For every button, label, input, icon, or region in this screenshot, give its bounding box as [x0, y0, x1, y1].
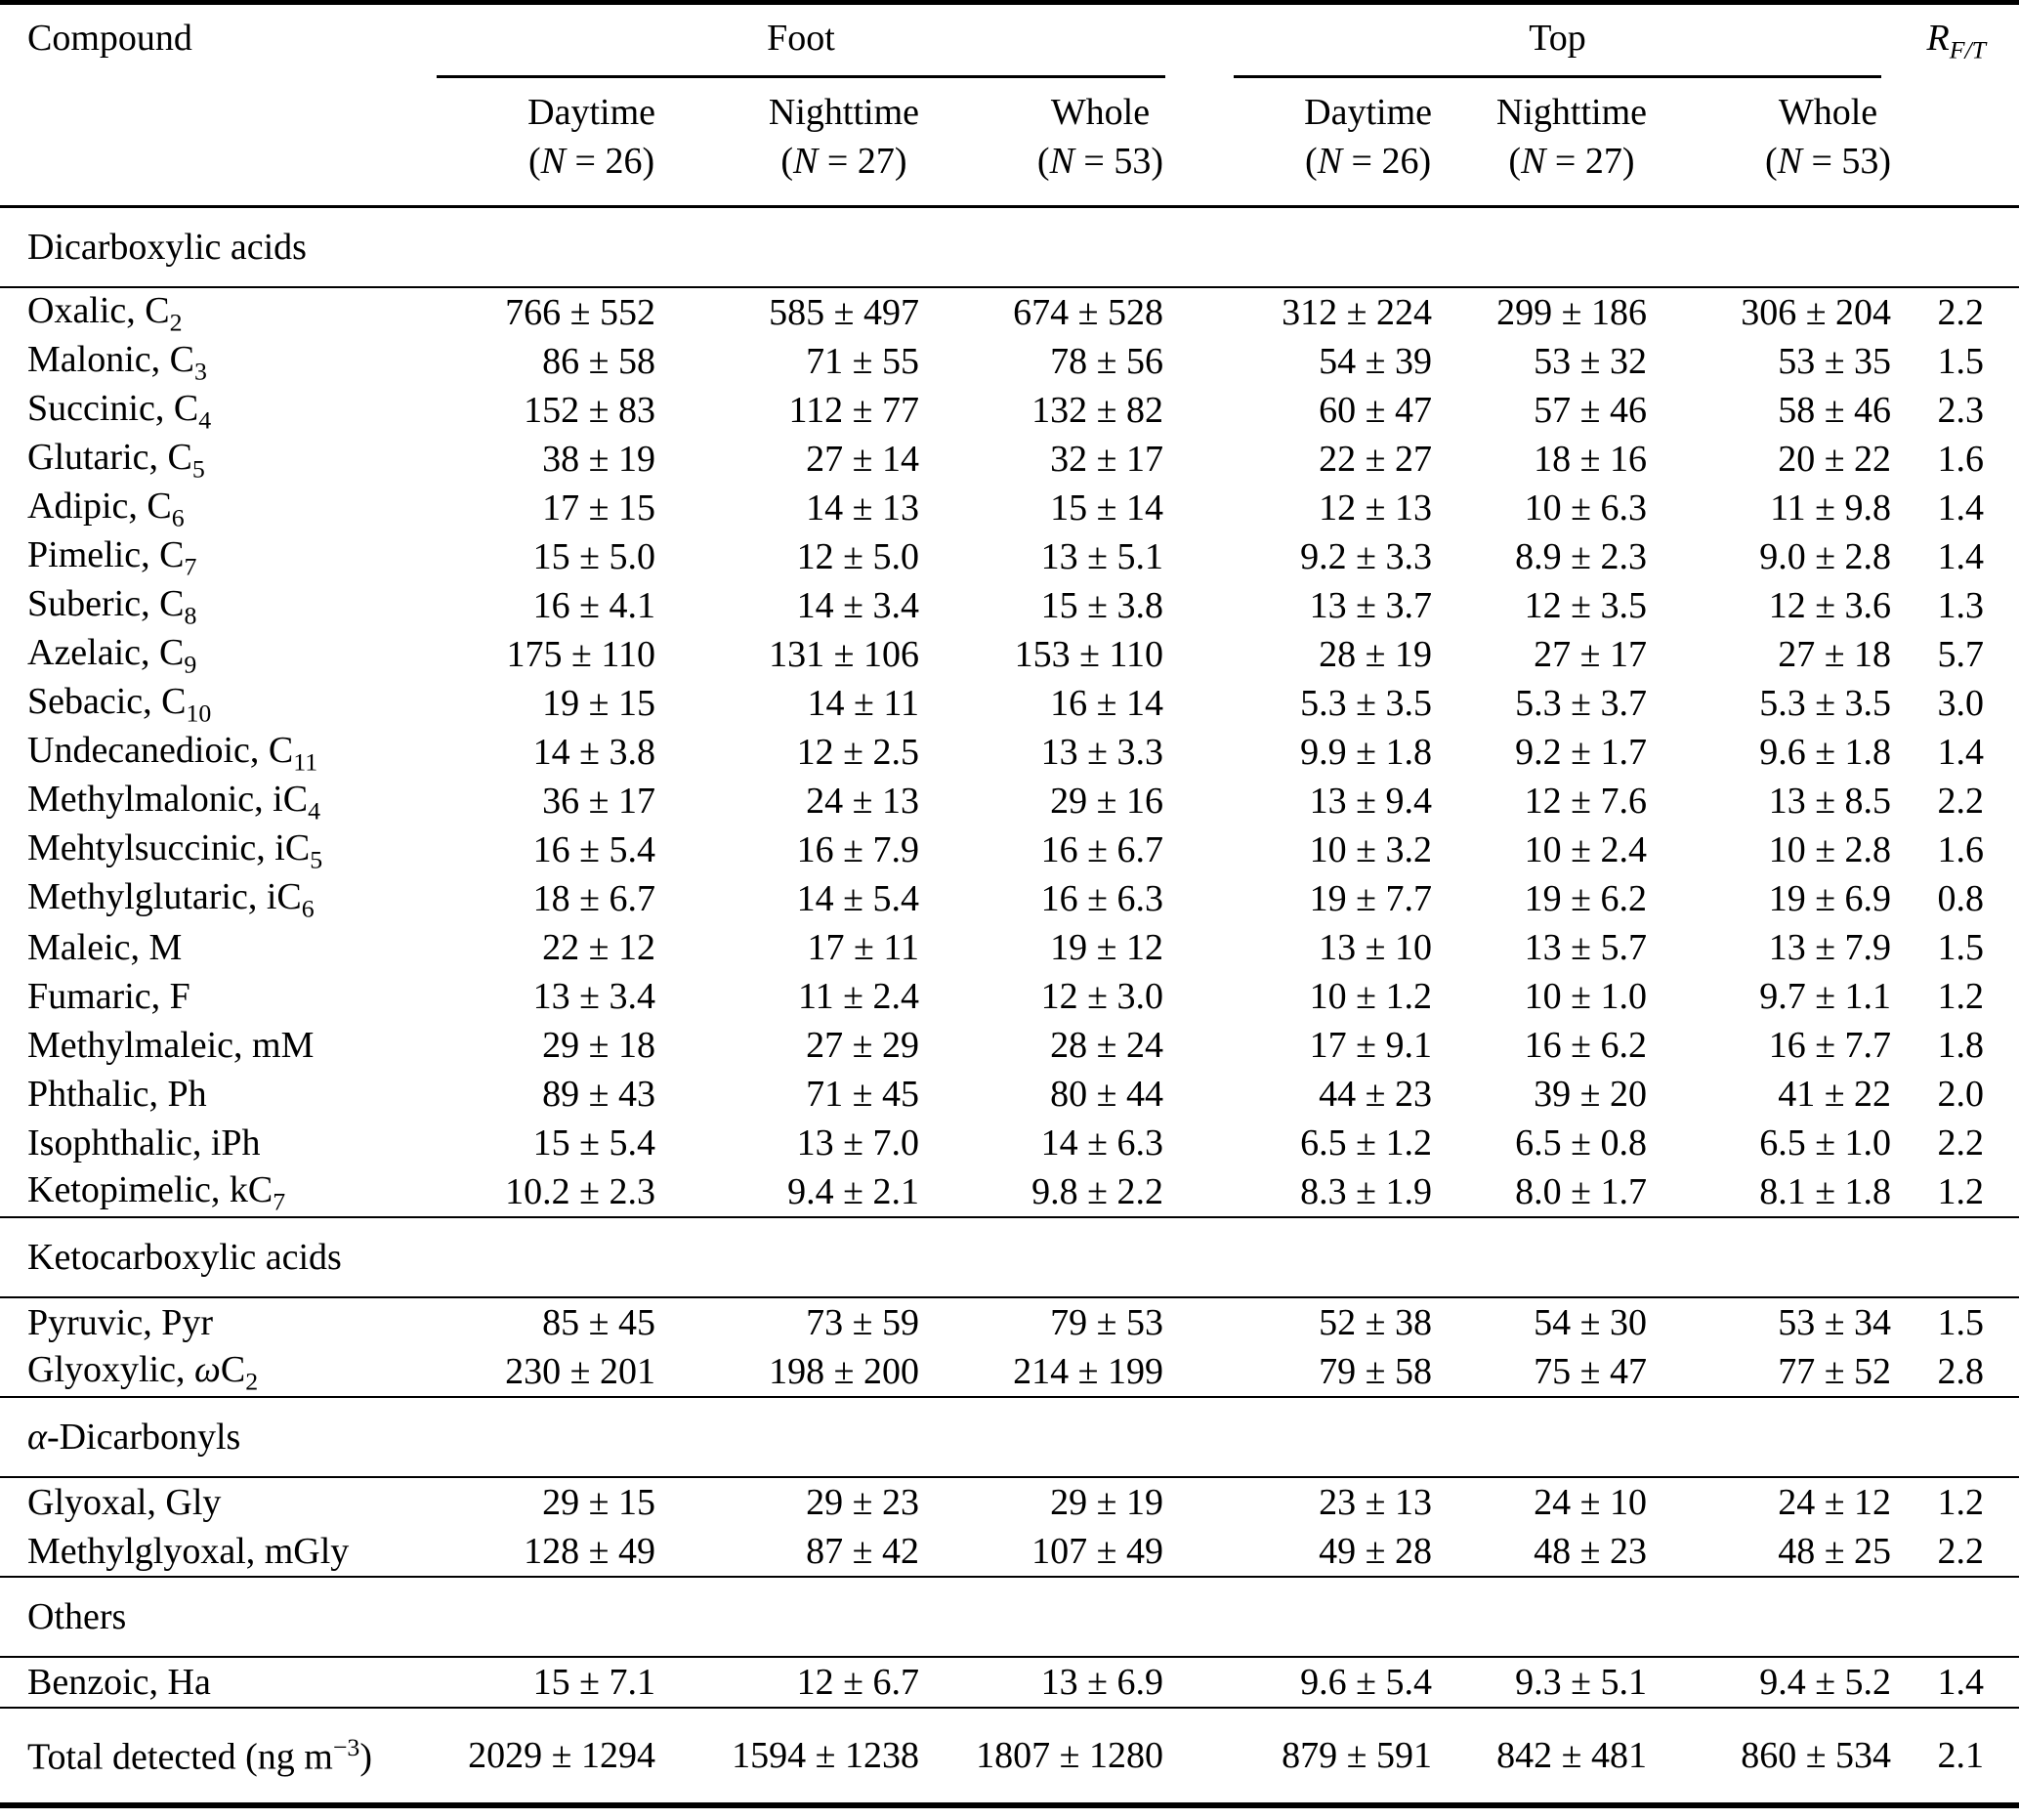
value-cell: 44 ± 23 [1319, 1074, 1433, 1116]
value-cell: 13 ± 6.9 [1040, 1662, 1164, 1704]
value-cell: 53 ± 35 [1778, 341, 1892, 383]
compound-cell: Glutaric, $C_5$ [27, 436, 205, 484]
table-row [0, 1119, 2019, 1167]
table-row [0, 1657, 2019, 1708]
ratio-cell: 1.2 [1937, 976, 1985, 1018]
compound-cell: Benzoic, Ha [27, 1662, 211, 1704]
value-cell: 19 ± 15 [542, 683, 655, 725]
table-row [0, 1477, 2019, 1527]
ratio-cell: 0.8 [1937, 878, 1985, 920]
value-cell: 28 ± 19 [1319, 634, 1433, 676]
compound-cell: Methylglyoxal, mGly [27, 1531, 350, 1573]
ratio-cell: 1.4 [1937, 487, 1985, 529]
compound-cell: Undecanedioic, $C_{11}$ [27, 729, 318, 777]
value-cell: 128 ± 49 [524, 1531, 655, 1573]
value-cell: 5.3 ± 3.7 [1515, 683, 1648, 725]
ratio-cell: 1.2 [1937, 1171, 1985, 1213]
value-cell: 53 ± 32 [1534, 341, 1648, 383]
ratio-cell: 1.4 [1937, 732, 1985, 774]
value-cell: 842 ± 481 [1436, 1708, 1651, 1805]
value-cell: 12 ± 7.6 [1524, 781, 1648, 823]
ratio-cell: 1.6 [1937, 439, 1985, 481]
table-row [0, 581, 2019, 630]
compound-cell: Malonic, $C_3$ [27, 338, 207, 386]
value-cell: 15 ± 5.0 [532, 536, 655, 578]
value-cell: 15 ± 3.8 [1040, 585, 1164, 627]
table-row [0, 532, 2019, 581]
value-cell: 29 ± 23 [806, 1482, 919, 1524]
value-cell: 10 ± 1.0 [1524, 976, 1648, 1018]
value-cell: 198 ± 200 [769, 1351, 919, 1393]
value-cell: 12 ± 6.7 [796, 1662, 919, 1704]
ratio-cell: 1.4 [1937, 1662, 1985, 1704]
value-cell: 71 ± 45 [806, 1074, 919, 1116]
ratio-cell: 1.4 [1937, 536, 1985, 578]
subcol-label: Whole [1778, 92, 1878, 133]
compound-cell: Sebacic, $C_{10}$ [27, 680, 212, 728]
value-cell: 9.3 ± 5.1 [1515, 1662, 1648, 1704]
value-cell: 6.5 ± 1.2 [1300, 1122, 1433, 1164]
value-cell: 73 ± 59 [806, 1302, 919, 1344]
table-row [0, 874, 2019, 923]
value-cell: 1594 ± 1238 [659, 1708, 923, 1805]
subcol-label: Nighttime [1495, 92, 1648, 133]
value-cell: 766 ± 552 [505, 292, 655, 334]
table-row [0, 679, 2019, 728]
value-cell: 13 ± 8.5 [1768, 781, 1892, 823]
group-header-top [1167, 3, 1895, 79]
value-cell: 14 ± 11 [807, 683, 919, 725]
value-cell: 16 ± 7.9 [796, 829, 919, 871]
ratio-cell: 2.1 [1895, 1708, 2019, 1805]
value-cell: 87 ± 42 [806, 1531, 919, 1573]
table-row [0, 1021, 2019, 1070]
value-cell: 27 ± 17 [1534, 634, 1648, 676]
value-cell: 175 ± 110 [506, 634, 655, 676]
value-cell: 12 ± 5.0 [796, 536, 919, 578]
value-cell: 6.5 ± 1.0 [1759, 1122, 1892, 1164]
compound-cell: Oxalic, $C_2$ [27, 289, 183, 337]
table-row [0, 1070, 2019, 1119]
subcolumn-header-top-daytime [1167, 78, 1436, 207]
ratio-cell: 1.2 [1937, 1482, 1985, 1524]
section-header-row [0, 207, 2019, 288]
value-cell: 48 ± 23 [1534, 1531, 1648, 1573]
value-cell: 16 ± 5.4 [532, 829, 655, 871]
value-cell: 23 ± 13 [1319, 1482, 1433, 1524]
subcol-label: Nighttime [768, 92, 919, 133]
value-cell: 57 ± 46 [1534, 390, 1648, 432]
value-cell: 9.2 ± 1.7 [1515, 732, 1648, 774]
value-cell: 13 ± 3.7 [1309, 585, 1433, 627]
total-label-cell: Total detected (ng $m^{-3}$) [0, 1708, 435, 1805]
value-cell: 19 ± 6.9 [1768, 878, 1892, 920]
ratio-cell: 1.8 [1937, 1025, 1985, 1067]
value-cell: 131 ± 106 [769, 634, 919, 676]
ratio-cell: 2.8 [1937, 1351, 1985, 1393]
value-cell: 36 ± 17 [542, 781, 655, 823]
compound-cell: Ketopimelic, $kC_7$ [27, 1168, 286, 1216]
value-cell: 312 ± 224 [1282, 292, 1433, 334]
value-cell: 12 ± 2.5 [796, 732, 919, 774]
ratio-column-header: $R_{F/T}$ [1895, 3, 2019, 207]
value-cell: 16 ± 7.7 [1768, 1025, 1892, 1067]
value-cell: 13 ± 7.9 [1768, 927, 1892, 969]
value-cell: 27 ± 18 [1778, 634, 1892, 676]
value-cell: 112 ± 77 [788, 390, 919, 432]
value-cell: 19 ± 7.7 [1309, 878, 1433, 920]
value-cell: 24 ± 12 [1778, 1482, 1892, 1524]
value-cell: 18 ± 16 [1534, 439, 1648, 481]
value-cell: 306 ± 204 [1741, 292, 1892, 334]
value-cell: 79 ± 58 [1319, 1351, 1433, 1393]
value-cell: 22 ± 27 [1319, 439, 1433, 481]
value-cell: 16 ± 4.1 [532, 585, 655, 627]
value-cell: 38 ± 19 [542, 439, 655, 481]
value-cell: 85 ± 45 [542, 1302, 655, 1344]
compound-cell: Adipic, $C_6$ [27, 485, 185, 532]
value-cell: 14 ± 5.4 [796, 878, 919, 920]
subcolumn-header-foot-nighttime [659, 78, 923, 207]
value-cell: 585 ± 497 [769, 292, 919, 334]
compound-cell: Isophthalic, iPh [27, 1122, 261, 1164]
ratio-cell: 5.7 [1937, 634, 1985, 676]
value-cell: 89 ± 43 [542, 1074, 655, 1116]
table-row [0, 777, 2019, 825]
value-cell: 20 ± 22 [1778, 439, 1892, 481]
value-cell: 10 ± 6.3 [1524, 487, 1648, 529]
subcolumn-header-foot-whole [923, 78, 1167, 207]
header-group-row [0, 3, 2019, 79]
ratio-cell: 1.5 [1937, 927, 1985, 969]
value-cell: 107 ± 49 [1031, 1531, 1164, 1573]
subcolumn-header-top-nighttime [1436, 78, 1651, 207]
ratio-cell: 2.2 [1937, 292, 1985, 334]
value-cell: 8.3 ± 1.9 [1300, 1171, 1433, 1213]
subcol-n: (N = 27) [1508, 141, 1635, 183]
value-cell: 9.6 ± 1.8 [1759, 732, 1892, 774]
value-cell: 879 ± 591 [1167, 1708, 1436, 1805]
value-cell: 214 ± 199 [1013, 1351, 1164, 1393]
value-cell: 13 ± 5.7 [1524, 927, 1648, 969]
section-title: Dicarboxylic acids [0, 207, 2019, 288]
value-cell: 15 ± 7.1 [532, 1662, 655, 1704]
value-cell: 77 ± 52 [1778, 1351, 1892, 1393]
subcol-n: (N = 26) [528, 141, 655, 183]
ratio-cell: 1.5 [1937, 1302, 1985, 1344]
value-cell: 22 ± 12 [542, 927, 655, 969]
ratio-cell: 2.3 [1937, 390, 1985, 432]
section-title: Ketocarboxylic acids [0, 1217, 2019, 1297]
value-cell: 16 ± 6.7 [1040, 829, 1164, 871]
ratio-cell: 2.2 [1937, 1122, 1985, 1164]
value-cell: 15 ± 14 [1050, 487, 1164, 529]
foot-group-label: Foot [767, 18, 835, 59]
value-cell: 299 ± 186 [1496, 292, 1648, 334]
compound-cell: Glyoxylic, $\omega C_2$ [27, 1348, 259, 1396]
compound-column-header: Compound [0, 3, 435, 207]
value-cell: 17 ± 15 [542, 487, 655, 529]
compound-cell: Methylglutaric, $iC_6$ [27, 875, 315, 923]
value-cell: 9.9 ± 1.8 [1300, 732, 1433, 774]
value-cell: 78 ± 56 [1050, 341, 1164, 383]
value-cell: 132 ± 82 [1031, 390, 1164, 432]
value-cell: 18 ± 6.7 [532, 878, 655, 920]
value-cell: 8.9 ± 2.3 [1515, 536, 1648, 578]
value-cell: 29 ± 16 [1050, 781, 1164, 823]
value-cell: 11 ± 2.4 [798, 976, 919, 1018]
value-cell: 53 ± 34 [1778, 1302, 1892, 1344]
value-cell: 9.7 ± 1.1 [1759, 976, 1892, 1018]
compound-cell: Phthalic, Ph [27, 1074, 207, 1116]
table-row [0, 484, 2019, 532]
compound-cell: Glyoxal, Gly [27, 1482, 222, 1524]
table-row [0, 972, 2019, 1021]
compound-cell: Suberic, $C_8$ [27, 582, 197, 630]
compound-cell: Pyruvic, Pyr [27, 1302, 213, 1344]
value-cell: 153 ± 110 [1014, 634, 1164, 676]
table-row [0, 435, 2019, 484]
table-row [0, 287, 2019, 337]
subcol-label: Whole [1050, 92, 1151, 133]
table-header [0, 3, 2019, 207]
value-cell: 60 ± 47 [1319, 390, 1433, 432]
table-row [0, 728, 2019, 777]
value-cell: 15 ± 5.4 [532, 1122, 655, 1164]
value-cell: 29 ± 18 [542, 1025, 655, 1067]
value-cell: 2029 ± 1294 [435, 1708, 659, 1805]
compound-cell: Methylmaleic, mM [27, 1025, 315, 1067]
value-cell: 29 ± 15 [542, 1482, 655, 1524]
table-row [0, 386, 2019, 435]
value-cell: 27 ± 14 [806, 439, 919, 481]
value-cell: 17 ± 11 [807, 927, 919, 969]
compound-cell: Pimelic, $C_7$ [27, 533, 197, 581]
ratio-cell: 2.0 [1937, 1074, 1985, 1116]
compound-cell: Succinic, $C_4$ [27, 387, 212, 435]
subcol-n: (N = 27) [780, 141, 907, 183]
value-cell: 10.2 ± 2.3 [505, 1171, 655, 1213]
value-cell: 10 ± 3.2 [1309, 829, 1433, 871]
total-row [0, 1708, 2019, 1805]
value-cell: 80 ± 44 [1050, 1074, 1164, 1116]
value-cell: 19 ± 6.2 [1524, 878, 1648, 920]
value-cell: 19 ± 12 [1050, 927, 1164, 969]
subcolumn-header-foot-daytime [435, 78, 659, 207]
value-cell: 14 ± 3.8 [532, 732, 655, 774]
value-cell: 9.8 ± 2.2 [1031, 1171, 1164, 1213]
compound-cell: Fumaric, F [27, 976, 190, 1018]
subcol-label: Daytime [1304, 92, 1433, 133]
value-cell: 5.3 ± 3.5 [1759, 683, 1892, 725]
table-row [0, 337, 2019, 386]
table-row [0, 1167, 2019, 1217]
value-cell: 17 ± 9.1 [1309, 1025, 1433, 1067]
value-cell: 49 ± 28 [1319, 1531, 1433, 1573]
value-cell: 8.1 ± 1.8 [1759, 1171, 1892, 1213]
value-cell: 230 ± 201 [505, 1351, 655, 1393]
value-cell: 13 ± 3.3 [1040, 732, 1164, 774]
subcol-label: Daytime [527, 92, 655, 133]
compound-cell: Maleic, M [27, 927, 183, 969]
section-header-row [0, 1397, 2019, 1477]
table-body [0, 207, 2019, 1806]
table-row [0, 1527, 2019, 1577]
value-cell: 54 ± 30 [1534, 1302, 1648, 1344]
foot-group-rule [437, 17, 1165, 78]
value-cell: 52 ± 38 [1319, 1302, 1433, 1344]
value-cell: 14 ± 13 [806, 487, 919, 529]
value-cell: 41 ± 22 [1778, 1074, 1892, 1116]
value-cell: 75 ± 47 [1534, 1351, 1648, 1393]
value-cell: 28 ± 24 [1050, 1025, 1164, 1067]
value-cell: 86 ± 58 [542, 341, 655, 383]
group-header-foot [435, 3, 1167, 79]
table-row [0, 1297, 2019, 1347]
section-title: α-Dicarbonyls [0, 1397, 2019, 1477]
subcolumn-header-top-whole [1651, 78, 1895, 207]
value-cell: 54 ± 39 [1319, 341, 1433, 383]
value-cell: 13 ± 9.4 [1309, 781, 1433, 823]
value-cell: 13 ± 3.4 [532, 976, 655, 1018]
value-cell: 24 ± 10 [1534, 1482, 1648, 1524]
value-cell: 10 ± 2.8 [1768, 829, 1892, 871]
value-cell: 79 ± 53 [1050, 1302, 1164, 1344]
ratio-cell: 1.3 [1937, 585, 1985, 627]
value-cell: 58 ± 46 [1778, 390, 1892, 432]
value-cell: 13 ± 7.0 [796, 1122, 919, 1164]
section-header-row [0, 1577, 2019, 1657]
value-cell: 9.4 ± 2.1 [787, 1171, 919, 1213]
top-group-label: Top [1529, 18, 1586, 59]
table-row [0, 923, 2019, 972]
ratio-cell: 2.2 [1937, 781, 1985, 823]
subcol-n: (N = 53) [1764, 141, 1892, 183]
value-cell: 5.3 ± 3.5 [1300, 683, 1433, 725]
ratio-cell: 1.5 [1937, 341, 1985, 383]
top-group-rule [1234, 17, 1881, 78]
value-cell: 12 ± 3.6 [1768, 585, 1892, 627]
value-cell: 1807 ± 1280 [923, 1708, 1167, 1805]
value-cell: 13 ± 10 [1319, 927, 1433, 969]
value-cell: 48 ± 25 [1778, 1531, 1892, 1573]
value-cell: 9.2 ± 3.3 [1300, 536, 1433, 578]
value-cell: 13 ± 5.1 [1040, 536, 1164, 578]
value-cell: 14 ± 3.4 [796, 585, 919, 627]
value-cell: 12 ± 3.5 [1524, 585, 1648, 627]
value-cell: 32 ± 17 [1050, 439, 1164, 481]
section-header-row [0, 1217, 2019, 1297]
table-row [0, 1347, 2019, 1397]
table-row [0, 630, 2019, 679]
value-cell: 6.5 ± 0.8 [1515, 1122, 1648, 1164]
value-cell: 10 ± 1.2 [1309, 976, 1433, 1018]
value-cell: 16 ± 6.3 [1040, 878, 1164, 920]
value-cell: 14 ± 6.3 [1040, 1122, 1164, 1164]
section-title: Others [0, 1577, 2019, 1657]
subcol-n: (N = 53) [1036, 141, 1164, 183]
value-cell: 16 ± 6.2 [1524, 1025, 1648, 1067]
value-cell: 16 ± 14 [1050, 683, 1164, 725]
table-row [0, 825, 2019, 874]
value-cell: 9.4 ± 5.2 [1759, 1662, 1892, 1704]
value-cell: 29 ± 19 [1050, 1482, 1164, 1524]
value-cell: 674 ± 528 [1013, 292, 1164, 334]
value-cell: 71 ± 55 [806, 341, 919, 383]
subcol-n: (N = 26) [1305, 141, 1432, 183]
value-cell: 24 ± 13 [806, 781, 919, 823]
compound-cell: Methylmalonic, $iC_4$ [27, 778, 320, 825]
value-cell: 11 ± 9.8 [1770, 487, 1892, 529]
value-cell: 27 ± 29 [806, 1025, 919, 1067]
value-cell: 39 ± 20 [1534, 1074, 1648, 1116]
value-cell: 10 ± 2.4 [1524, 829, 1648, 871]
value-cell: 8.0 ± 1.7 [1515, 1171, 1648, 1213]
value-cell: 12 ± 3.0 [1040, 976, 1164, 1018]
value-cell: 9.6 ± 5.4 [1300, 1662, 1433, 1704]
value-cell: 12 ± 13 [1319, 487, 1433, 529]
value-cell: 860 ± 534 [1651, 1708, 1895, 1805]
ratio-cell: 1.6 [1937, 829, 1985, 871]
ratio-cell: 3.0 [1937, 683, 1985, 725]
compound-cell: Azelaic, $C_9$ [27, 631, 197, 679]
value-cell: 9.0 ± 2.8 [1759, 536, 1892, 578]
ratio-cell: 2.2 [1937, 1531, 1985, 1573]
value-cell: 152 ± 83 [524, 390, 655, 432]
compound-cell: Mehtylsuccinic, $iC_5$ [27, 826, 323, 874]
